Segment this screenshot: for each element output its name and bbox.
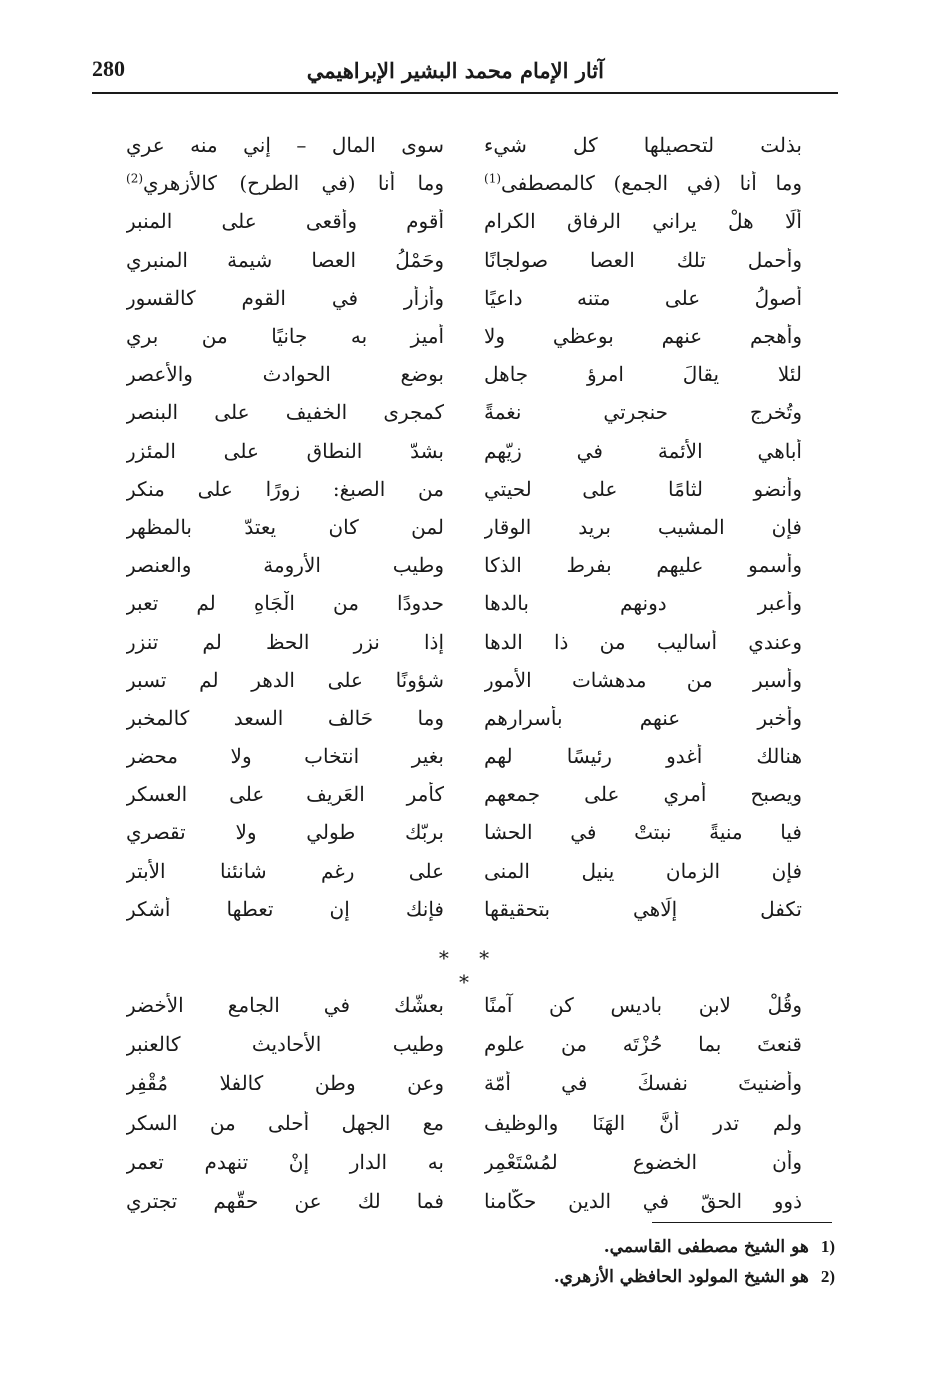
footnote-2 — [440, 1262, 835, 1292]
verse — [126, 546, 802, 584]
hemistich-right: وأنضو لثامًا على لحيتي — [484, 476, 802, 501]
hemistich-left: فإنك إن تعطها أشكر — [126, 896, 444, 921]
hemistich-right: قنعتَ بما حُزْتَه من علوم — [484, 1031, 802, 1056]
verse — [126, 661, 802, 699]
hemistich-text: وما أنا (في الطرح) كالأزهري — [143, 171, 444, 196]
verse — [126, 1103, 802, 1142]
page-number: 280 — [92, 56, 125, 81]
verse — [126, 813, 802, 851]
hemistich-right: تكفل إلَاهي بتحقيقها — [484, 896, 802, 921]
hemistich-left: فما لك عن حقّهم تجتري — [126, 1189, 444, 1214]
verse — [126, 852, 802, 890]
hemistich-right: وأهجم عنهم بوعظي ولا — [484, 324, 802, 349]
hemistich-left: أقوم وأقعى على المنبر — [126, 209, 444, 234]
hemistich-left: بشدّ النطاق على المئزر — [126, 438, 444, 463]
verse — [126, 775, 802, 813]
poem-second — [126, 985, 802, 1221]
hemistich-right: وأسمو عليهم بفرط الذكا — [484, 553, 802, 578]
hemistich-left: وما حَالف السعد كالمخبر — [126, 705, 444, 730]
footnote-ref-2: (2) — [126, 171, 144, 186]
hemistich-left: بعشّك في الجامع الأخضرِ — [126, 992, 444, 1017]
verse — [126, 355, 802, 393]
hemistich-left — [126, 171, 444, 195]
footnotes — [440, 1232, 835, 1292]
footnote-number: 1) — [820, 1237, 835, 1256]
poem-first — [126, 126, 802, 928]
verse — [126, 126, 802, 164]
hemistich-left: من الصبغ: زورًا على منكر — [126, 476, 444, 501]
footnote-divider — [652, 1222, 832, 1223]
hemistich-right: وتُخرج حنجرتي نغمةً — [484, 400, 802, 425]
hemistich-left: على رغم شانئنا الأبتر — [126, 858, 444, 883]
section-separator: * * * — [438, 946, 502, 994]
hemistich-left: حدودًا من الْجَاهِ لم تعبر — [126, 591, 444, 616]
verse — [126, 699, 802, 737]
hemistich-left: وعن وطن كالفلا مُقْفِر — [126, 1071, 444, 1096]
hemistich-left: أميز به جانيًا من بري — [126, 324, 444, 349]
verse — [126, 393, 802, 431]
hemistich-right: وأسبر من مدهشات الأمور — [484, 667, 802, 692]
verse — [126, 164, 802, 202]
hemistich-left: به الدار إنْ تنهدم تعمر — [126, 1149, 444, 1174]
hemistich-right: فإن الزمان ينيل المنى — [484, 858, 802, 883]
hemistich-left: وطيب الأحاديث كالعنبر — [126, 1031, 444, 1056]
running-title: آثار الإمام محمد البشير الإبراهيمي — [306, 58, 604, 83]
verse — [126, 584, 802, 622]
hemistich-right: وعندي أساليب من ذا الدها — [484, 629, 802, 654]
hemistich-left: سوى المال – إني منه عري — [126, 133, 444, 158]
hemistich-right: وأحمل تلك العصا صولجانًا — [484, 247, 802, 272]
verse — [126, 241, 802, 279]
hemistich-left: كمجرى الخفيف على البنصر — [126, 400, 444, 425]
hemistich-left: إذا نزر الحظ لم تنزر — [126, 629, 444, 654]
verse — [126, 279, 802, 317]
verse — [126, 622, 802, 660]
hemistich-left: وأزأر في القوم كالقسور — [126, 285, 444, 310]
verse — [126, 1064, 802, 1103]
verse — [126, 317, 802, 355]
hemistich-left: لمن كان يعتدّ بالمظهر — [126, 514, 444, 539]
hemistich-right: هنالك أغدو رئيسًا لهم — [484, 744, 802, 769]
verse — [126, 1181, 802, 1220]
verse — [126, 432, 802, 470]
verse — [126, 202, 802, 240]
page-header — [92, 50, 838, 94]
footnote-ref-1: (1) — [484, 171, 502, 186]
verse — [126, 985, 802, 1024]
verse — [126, 1024, 802, 1063]
hemistich-left: وطيب الأرومة والعنصر — [126, 553, 444, 578]
verse — [126, 470, 802, 508]
hemistich-left: بغير انتخاب ولا محضر — [126, 744, 444, 769]
footnote-text: هو الشيخ مصطفى القاسمي. — [603, 1237, 809, 1257]
hemistich-right: أباهي الأئمة في زيّهم — [484, 438, 802, 463]
hemistich-left: مع الجهل أحلى من السكر — [126, 1110, 444, 1135]
footnote-1 — [440, 1232, 835, 1262]
hemistich-right: وأضنيتَ نفسكَ في أمّة — [484, 1071, 802, 1096]
hemistich-text: وما أنا (في الجمع) كالمصطفى — [501, 171, 802, 196]
hemistich-right: ولم تدرِ أنَّ الهَنَا والوظيف — [484, 1110, 802, 1135]
footnote-text: هو الشيخ المولود الحافظي الأزهري. — [553, 1267, 809, 1287]
hemistich-right: وقُلْ لابن باديس كن آمنًا — [484, 992, 802, 1017]
hemistich-left: بربّك طولي ولا تقصري — [126, 820, 444, 845]
verse — [126, 890, 802, 928]
hemistich-right: ألَا هلْ يراني الرفاق الكرام — [484, 209, 802, 234]
hemistich-right: فيا منيةً نبتتْ في الحشا — [484, 820, 802, 845]
hemistich-left: شؤونًا على الدهر لم تسبر — [126, 667, 444, 692]
verse — [126, 737, 802, 775]
hemistich-left: وحَمْلُ العصا شيمة المنبري — [126, 247, 444, 272]
hemistich-right — [484, 171, 802, 195]
hemistich-right: أصولُ على متنه داعيًا — [484, 285, 802, 310]
hemistich-right: ذوو الحقّ في الدين حكّامنا — [484, 1189, 802, 1214]
hemistich-right: لئلا يقالَ امرؤ جاهل — [484, 362, 802, 387]
hemistich-right: ويصبح أمري على جمعهم — [484, 782, 802, 807]
hemistich-right: فإن المشيب بريد الوقار — [484, 514, 802, 539]
hemistich-right: وأخبر عنهم بأسرارهم — [484, 705, 802, 730]
hemistich-left: كأمر العَريف على العسكر — [126, 782, 444, 807]
footnote-number: 2) — [820, 1267, 835, 1286]
hemistich-right: وأن الخضوع لمُسْتَعْمِرٍ — [484, 1149, 802, 1174]
hemistich-left: بوضع الحوادث والأعصر — [126, 362, 444, 387]
hemistich-right: وأعبر دونهم بالدها — [484, 591, 802, 616]
verse — [126, 508, 802, 546]
hemistich-right: بذلت لتحصيلها كل شيء — [484, 133, 802, 158]
verse — [126, 1142, 802, 1181]
